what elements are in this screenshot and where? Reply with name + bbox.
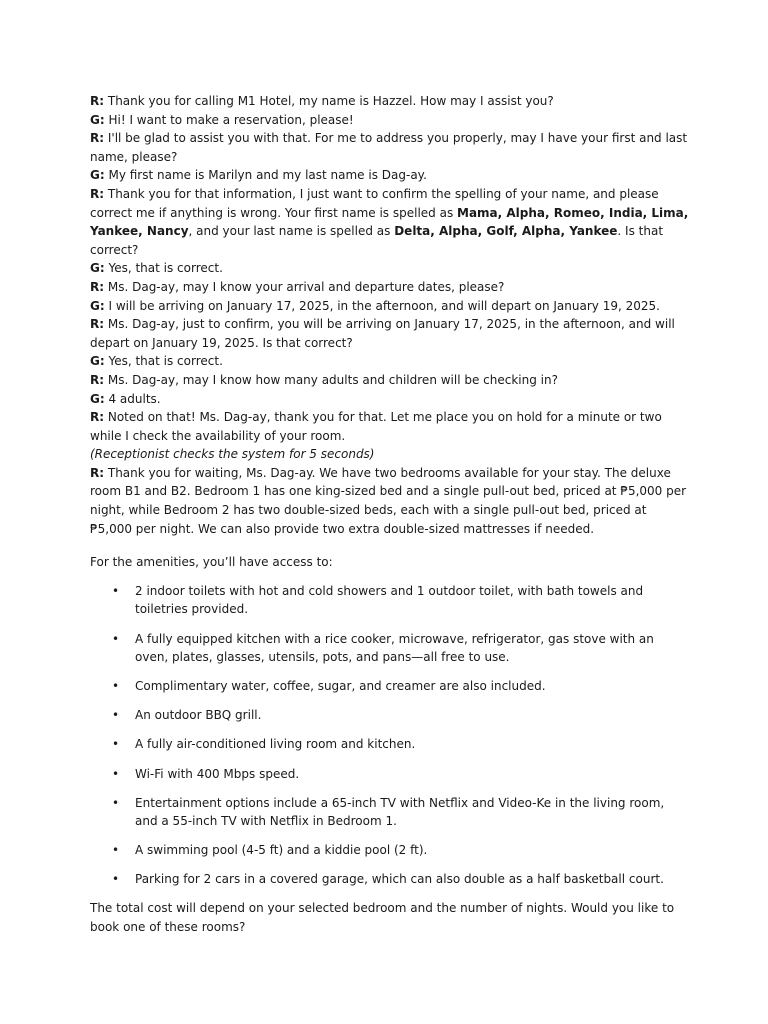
speaker-label: R:	[90, 94, 105, 108]
line-text: Thank you for calling M1 Hotel, my name is Hazzel. How may I assist you?	[104, 94, 554, 108]
line-text: (Receptionist checks the system for 5 seconds)	[90, 447, 375, 462]
phonetic-spelling: Delta, Alpha, Golf, Alpha, Yankee	[394, 224, 618, 239]
dialogue-line	[90, 352, 690, 371]
amenities-list	[90, 582, 690, 889]
amenity-item	[90, 870, 690, 889]
closing-paragraph: The total cost will depend on your selected bedroom and the number of nights. Would you like to book one of these rooms?	[90, 901, 675, 935]
line-text: Noted on that! Ms. Dag-ay, thank you for that. Let me place you on hold for a minute or two while I check the availability of your room.	[90, 410, 662, 443]
line-text: Yes, that is correct.	[104, 354, 223, 369]
line-text: , and your last name is spelled as	[188, 224, 395, 239]
dialogue-line	[90, 111, 690, 130]
line-text: My first name is Marilyn and my last name is Dag-ay.	[104, 168, 427, 183]
amenity-text: Parking for 2 cars in a covered garage, which can also double as a half basketball court.	[135, 872, 664, 887]
amenity-item	[90, 765, 690, 784]
bullet-icon: •	[112, 679, 120, 694]
dialogue-line	[90, 371, 690, 390]
phonetic-spelling: Mama, Alpha, Romeo, India, Lima, Yankee, Nancy	[90, 205, 689, 239]
line-text: Ms. Dag-ay, just to confirm, you will be arriving on January 17, 2025, in the afternoon, and will depart on January 19, 2025. Is that correct?	[90, 317, 675, 350]
speaker-label: R:	[90, 410, 105, 425]
amenity-item	[90, 677, 690, 696]
speaker-label: G:	[90, 298, 105, 313]
speaker-label: R:	[90, 465, 105, 480]
bullet-icon: •	[112, 872, 120, 887]
line-text: . Is that correct?	[90, 224, 664, 257]
amenity-item	[90, 841, 690, 860]
amenity-text: A fully air-conditioned living room and kitchen.	[135, 737, 416, 752]
bullet-icon: •	[112, 766, 120, 781]
amenity-text: Wi-Fi with 400 Mbps speed.	[135, 766, 300, 781]
line-text: Thank you for that information, I just want to confirm the spelling of your name, and please correct me if anything is wrong. Your first name is spelled as	[90, 186, 659, 220]
dialogue-line	[90, 92, 690, 111]
dialogue-transcript	[90, 92, 690, 538]
speaker-label: R:	[90, 372, 105, 387]
bullet-icon: •	[112, 708, 120, 723]
dialogue-line	[90, 464, 690, 538]
bullet-icon: •	[112, 737, 120, 752]
line-text: 4 adults.	[104, 391, 161, 406]
dialogue-line	[90, 278, 690, 297]
dialogue-line	[90, 166, 690, 185]
amenity-item	[90, 630, 690, 667]
amenity-item	[90, 582, 690, 619]
line-text: Ms. Dag-ay, may I know how many adults and children will be checking in?	[104, 372, 558, 387]
amenity-text: An outdoor BBQ grill.	[135, 708, 262, 723]
line-text: Yes, that is correct.	[104, 261, 223, 276]
speaker-label: G:	[90, 391, 105, 406]
line-text: Ms. Dag-ay, may I know your arrival and departure dates, please?	[104, 279, 505, 294]
amenity-text: A swimming pool (4-5 ft) and a kiddie pool (2 ft).	[135, 843, 428, 858]
dialogue-line	[90, 390, 690, 409]
amenities-intro: For the amenities, you’ll have access to:	[90, 555, 333, 570]
bullet-icon: •	[112, 631, 120, 646]
amenity-text: A fully equipped kitchen with a rice cooker, microwave, refrigerator, gas stove with an oven, plates, glasses, utensils, pots, and pans—all free to use.	[135, 631, 654, 665]
amenity-text: 2 indoor toilets with hot and cold showers and 1 outdoor toilet, with bath towels and toiletries provided.	[135, 583, 644, 617]
speaker-label: R:	[90, 186, 105, 201]
speaker-label: G:	[90, 354, 105, 369]
dialogue-line	[90, 315, 690, 352]
speaker-label: G:	[90, 261, 105, 276]
amenity-item	[90, 794, 690, 831]
document-page	[90, 92, 690, 937]
speaker-label: G:	[90, 168, 105, 183]
line-text: Hi! I want to make a reservation, please!	[104, 112, 354, 127]
speaker-label: R:	[90, 279, 105, 294]
dialogue-line	[90, 185, 690, 259]
speaker-label: R:	[90, 131, 105, 146]
dialogue-line	[90, 297, 690, 316]
amenity-text: Complimentary water, coffee, sugar, and creamer are also included.	[135, 679, 546, 694]
line-text: Thank you for waiting, Ms. Dag-ay. We have two bedrooms available for your stay. The deluxe room B1 and B2. Bedroom 1 has one king-sized bed and a single pull-out bed, priced at ₱5,000 per night, while Bedroom 2 has two double-sized beds, each with a single pull-out bed, priced at ₱5,000 per night. We can also provide two extra double-sized mattresses if needed.	[90, 465, 687, 536]
stage-direction	[90, 445, 690, 464]
amenity-item	[90, 735, 690, 754]
line-text: I'll be glad to assist you with that. For me to address you properly, may I have your first and last name, please?	[90, 131, 688, 164]
bullet-icon: •	[112, 843, 120, 858]
line-text: I will be arriving on January 17, 2025, in the afternoon, and will depart on January 19, 2025.	[104, 298, 660, 313]
dialogue-line	[90, 259, 690, 278]
bullet-icon: •	[112, 795, 120, 810]
bullet-icon: •	[112, 583, 120, 598]
amenity-text: Entertainment options include a 65-inch TV with Netflix and Video-Ke in the living room, and a 55-inch TV with Netflix in Bedroom 1.	[135, 795, 665, 829]
amenity-item	[90, 706, 690, 725]
speaker-label: R:	[90, 317, 105, 332]
dialogue-line	[90, 408, 690, 445]
speaker-label: G:	[90, 112, 105, 127]
dialogue-line	[90, 129, 690, 166]
